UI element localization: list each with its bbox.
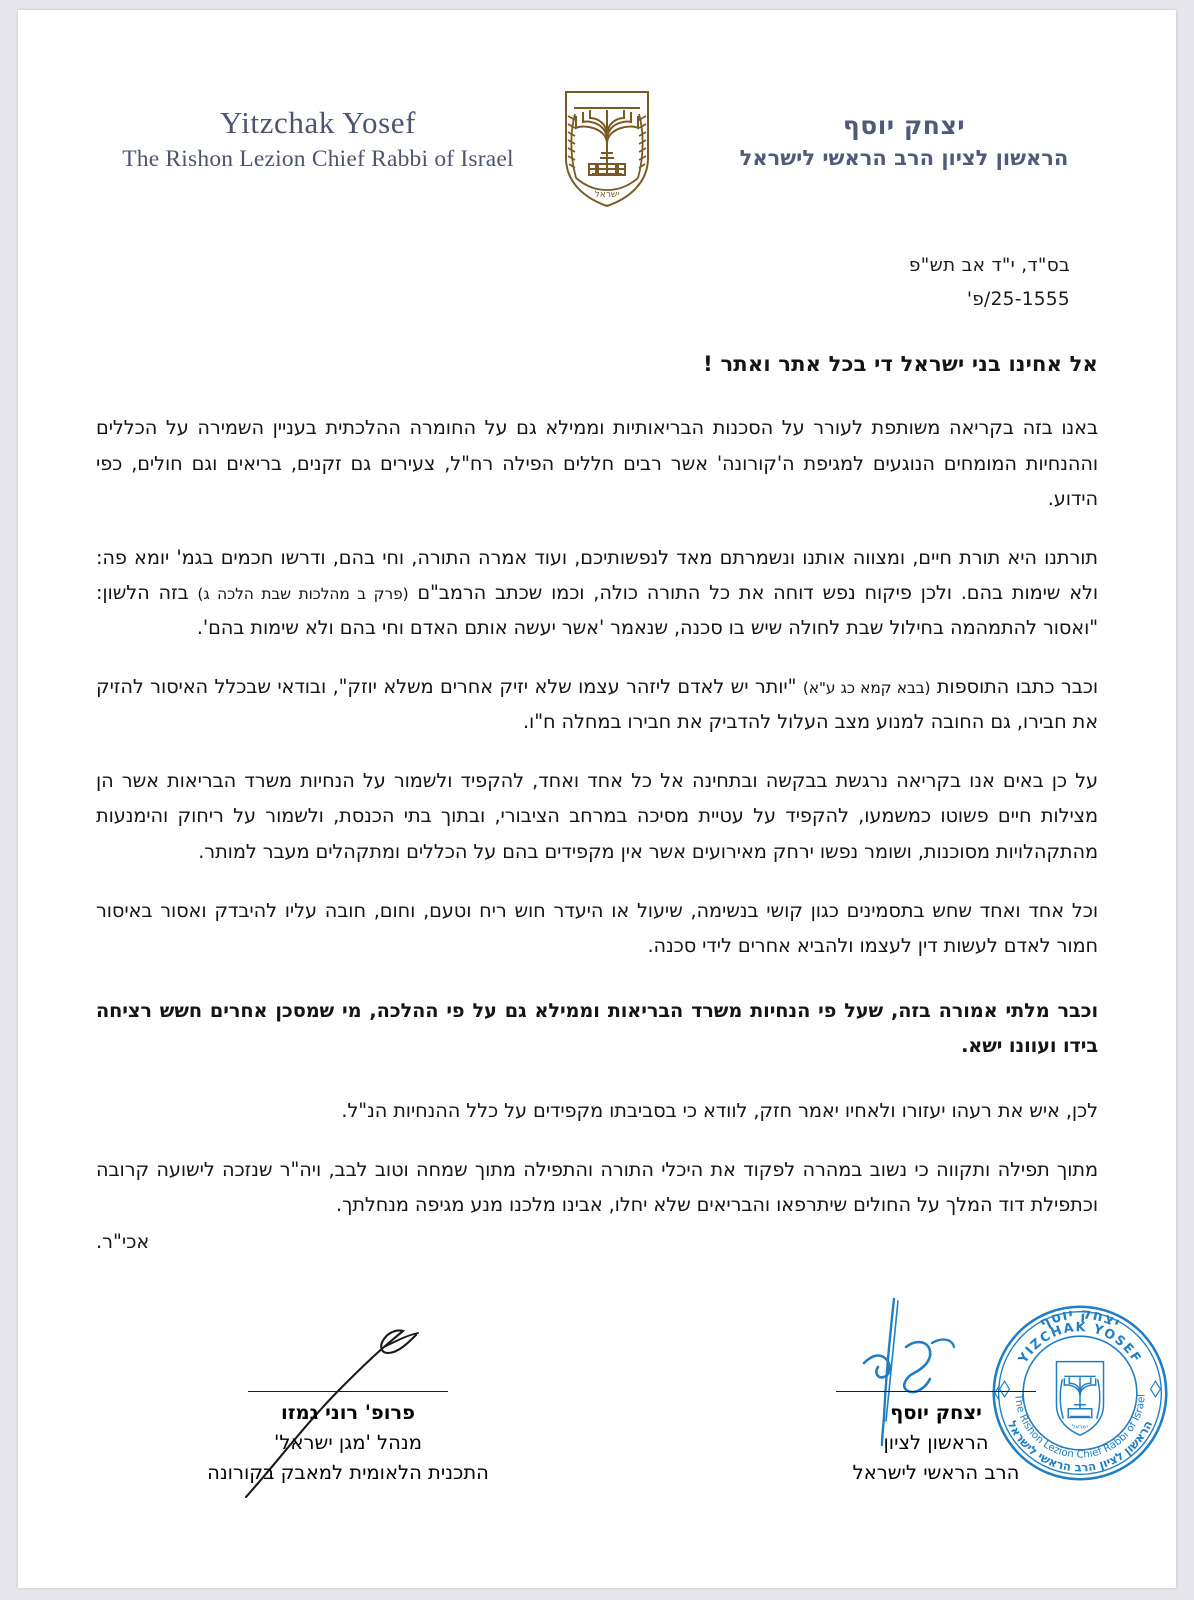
- date-reference-block: [58, 248, 1136, 316]
- paragraph-6-text: וכבר מלתי אמורה בזה, שעל פי הנחיות משרד הבריאות וממילא גם על פי ההלכה, מי שמסכן אחרים חשש רציחה בידו ועוונו ישא.: [96, 998, 1098, 1057]
- letterhead-hebrew-title: הראשון לציון הרב הראשי לישראל: [739, 145, 1069, 170]
- letterhead-english-name: Yitzchak Yosef: [219, 105, 417, 140]
- paragraph-7-text: לכן, איש את רעהו יעזורו ולאחיו יאמר חזק, לוודא כי בסביבתו מקפידים על כלל ההנחיות הנ"ל.: [341, 1099, 1098, 1123]
- letterhead-english-title: The Rishon Lezion Chief Rabbi of Israel: [122, 145, 514, 172]
- paragraph-8: [96, 1152, 1098, 1222]
- letterhead: [58, 72, 1136, 222]
- signature-role-rabbi-2: הרב הראשי לישראל: [852, 1460, 1020, 1484]
- letter-body: [96, 352, 1098, 1253]
- svg-text:YIZCHAK YOSEF: [1015, 1321, 1144, 1368]
- signature-role-gamzu-2: התכנית הלאומית למאבק בקורונה: [207, 1460, 489, 1484]
- paragraph-3: [96, 669, 1098, 739]
- letterhead-hebrew: [694, 110, 1114, 172]
- seal-hebrew-top: יצחק יוסף: [1036, 1305, 1124, 1333]
- signature-block-gamzu: [198, 1391, 498, 1488]
- paragraph-3-text-after: "יותר יש לאדם ליזהר עצמו שלא יזיק אחרים משלא יוזק", ובודאי שבכלל האיסור להזיק את חבירו, גם החובה למנוע מצב העלול להדביק את חבירו במחלה ח"ו.: [96, 675, 1098, 734]
- signature-name-gamzu: פרופ' רוני גמזו: [281, 1401, 415, 1425]
- paragraph-3-text: וכבר כתבו התוספות: [930, 675, 1099, 699]
- paragraph-2: [96, 540, 1098, 645]
- svg-text:ישראל: ישראל: [594, 190, 620, 200]
- paragraph-1-text: באנו בזה בקריאה משותפת לעורר על הסכנות הבריאותיות וממילא גם על החומרה ההלכתית בעניין השמירה על הכללים וההנחיות המומחים הנוגעים למגיפת ה'קורונה' אשר רבים חללים הפילה רח"ל, צעירים גם זקנים, בריאים וגם חולים, כפי הידוע.: [96, 416, 1098, 510]
- letter-page: [18, 10, 1176, 1588]
- paragraph-4: [96, 763, 1098, 868]
- paragraph-5: [96, 893, 1098, 963]
- signature-role-rabbi-1: הראשון לציון: [883, 1430, 989, 1454]
- paragraph-8-text: מתוך תפילה ותקווה כי נשוב במהרה לפקוד את היכלי התורה והתפילה מתוך שמחה וטוב לבב, ויה"ר שנזכה לישועה קרובה וכתפילת דוד המלך על החולים שיתרפאו והבריאים שלא יחלו, אבינו מלכנו מנע מגיפה מנחלתך.: [96, 1158, 1098, 1217]
- paragraph-3-source: (בבא קמא כג ע"א): [802, 679, 931, 698]
- paragraph-2-text: תורתנו היא תורת חיים, ומצווה אותנו ונשמרתם מאד לנפשותיכם, ועוד אמרה התורה, וחי בהם, ודרשו חכמים בגמ' יומא פה: ולא שימות בהם. ולכן פיקוח נפש דוחה את כל התורה כולה, וכמו שכתב הרמב"ם: [96, 545, 1099, 604]
- signature-zone: [88, 1305, 1156, 1535]
- signature-block-rabbi: [786, 1391, 1089, 1488]
- reference-number: 25-1555/פ': [966, 289, 1070, 311]
- paragraph-4-text: על כן באים אנו בקריאה נרגשת בבקשה ובתחינה אל כל אחד ואחד, להקפיד ולשמור על הנחיות משרד הבריאות אשר הן מצילות חיים פשוטו כמשמעו, להקפיד על עטיית מסיכה במרחב הציבורי, ובתוך בתי הכנסת, ולשמור על ריחוק והימנעות מהתקהלויות מסוכנות, ושומר נפשו ירחק מאירועים אשר אין מקפידים בהם על הכללים ומתקהלים מעבר למותר.: [96, 769, 1098, 863]
- signature-name-rabbi: יצחק יוסף: [890, 1401, 982, 1425]
- seal-latin-bottom: The Rishon Lezion Chief Rabbi of Israel: [1012, 1394, 1148, 1462]
- letterhead-english: [108, 104, 528, 174]
- letterhead-hebrew-name: יצחק יוסף: [842, 111, 966, 140]
- signature-role-gamzu-1: מנהל 'מגן ישראל': [274, 1430, 422, 1454]
- hebrew-date: בס"ד, י"ד אב תש"פ: [908, 255, 1070, 276]
- salutation: אל אחינו בני ישראל די בכל אתר ואתר !: [703, 352, 1098, 377]
- seal-latin-top: YIZCHAK YOSEF: [1015, 1320, 1145, 1367]
- seal-hebrew-bottom: הראשון לציון הרב הראשי לישראל: [1004, 1418, 1156, 1475]
- paragraph-2-source: (פרק ב מהלכות שבת הלכה ג): [197, 584, 409, 603]
- signature-rule-left: [248, 1391, 448, 1392]
- paragraph-6-emphasis: [96, 993, 1098, 1063]
- paragraph-7: [96, 1093, 1098, 1128]
- svg-text:ישראל: ישראל: [1071, 1424, 1089, 1431]
- closing-word: אכי"ר.: [96, 1230, 150, 1254]
- israel-state-emblem-icon: [542, 84, 672, 212]
- paragraph-5-text: וכל אחד ואחד שחש בתסמינים כגון קושי בנשימה, שיעול או היעדר חוש ריח וטעם, וחום, חובה עליו להיבדק ואסור באיסור חמור לאדם לעשות דין לעצמו ולהביא אחרים לידי סכנה.: [96, 898, 1098, 957]
- signature-rule-right: [836, 1391, 1036, 1392]
- paragraph-1: [96, 410, 1098, 515]
- paragraph-2-text-after: בזה הלשון: "ואסור להתמהמה בחילול שבת לחולה שיש בו סכנה, שנאמר 'אשר יעשה אותם האדם וחי בהם ולא שימות בהם'.: [96, 580, 1098, 639]
